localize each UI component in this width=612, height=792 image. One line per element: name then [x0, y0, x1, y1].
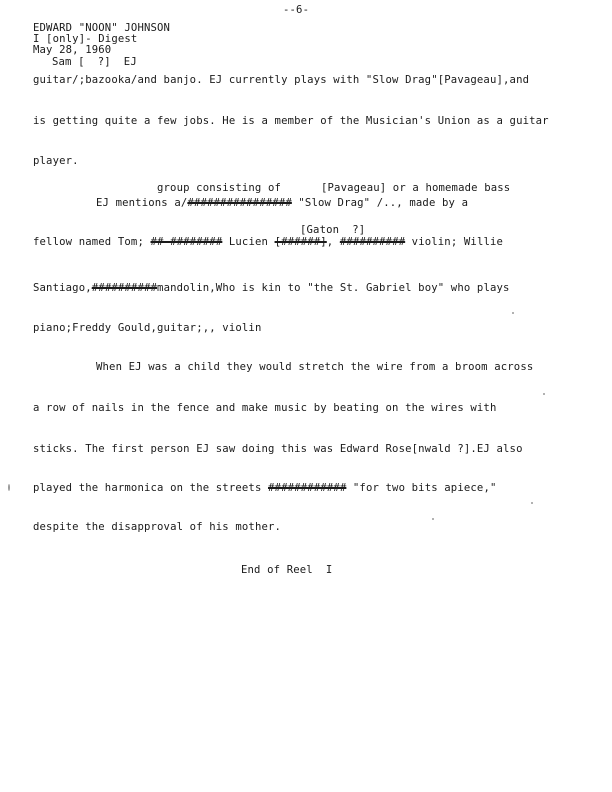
paragraph-3-line-2: a row of nails in the fence and make music by beating on the wires with [33, 402, 497, 414]
end-of-reel-label: End of Reel I [241, 564, 333, 576]
text-segment: violin; Willie [411, 236, 504, 248]
insertion-gaton: [Gaton ?] [300, 224, 366, 236]
struck-out-text: [######] [274, 236, 327, 248]
text-segment: , [326, 236, 334, 248]
insertion-homemade-bass: [Pavageau] or a homemade bass [321, 182, 511, 194]
text-segment: Lucien [228, 236, 269, 248]
paragraph-3-line-5: despite the disapproval of his mother. [33, 521, 282, 533]
text-segment: "Slow Drag" /.., made by a [298, 197, 469, 209]
paragraph-2-line-4: piano;Freddy Gould,guitar;,, violin [33, 322, 262, 334]
text-segment: played the harmonica on the streets [33, 482, 262, 494]
scan-speckle [512, 312, 514, 314]
paragraph-2-line-1 [96, 197, 468, 210]
paragraph-3-line-1: When EJ was a child they would stretch the wire from a broom across [96, 361, 534, 373]
struck-out-text: ########## [91, 282, 158, 294]
scan-speckle [531, 502, 533, 504]
header-interviewer-line: Sam [ ?] EJ [52, 56, 137, 68]
page-number: --6- [283, 4, 310, 16]
text-segment: EJ mentions a/ [96, 197, 188, 209]
text-segment: mandolin,Who is kin to "the St. Gabriel boy" who plays [157, 282, 510, 294]
scan-speckle [8, 484, 10, 491]
text-segment: Santiago, [33, 282, 92, 294]
text-segment: "for two bits apiece," [352, 482, 497, 494]
header-reel-line: I [only]- Digest [33, 33, 138, 45]
paragraph-1-line-1: guitar/;bazooka/and banjo. EJ currently plays with "Slow Drag"[Pavageau],and [33, 74, 530, 86]
paragraph-3-line-4 [33, 482, 497, 495]
paragraph-1-line-2: is getting quite a few jobs. He is a member of the Musician's Union as a guitar [33, 115, 549, 127]
paragraph-3-line-3: sticks. The first person EJ saw doing this was Edward Rose[nwald ?].EJ also [33, 443, 523, 455]
struck-out-text: ############ [268, 482, 347, 494]
scan-speckle [432, 518, 434, 520]
struck-out-text: ## ######## [150, 236, 223, 248]
paragraph-2-line-2 [33, 236, 503, 249]
struck-out-text: ################ [187, 197, 292, 209]
scan-speckle [543, 393, 545, 395]
header-date: May 28, 1960 [33, 44, 112, 56]
header-name: EDWARD "NOON" JOHNSON [33, 22, 171, 34]
text-segment: fellow named Tom; [33, 236, 144, 248]
struck-out-text: ########## [339, 236, 406, 248]
paragraph-2-line-3 [33, 282, 510, 295]
insertion-group-consisting: group consisting of [157, 182, 282, 194]
paragraph-1-line-3: player. [33, 155, 79, 167]
